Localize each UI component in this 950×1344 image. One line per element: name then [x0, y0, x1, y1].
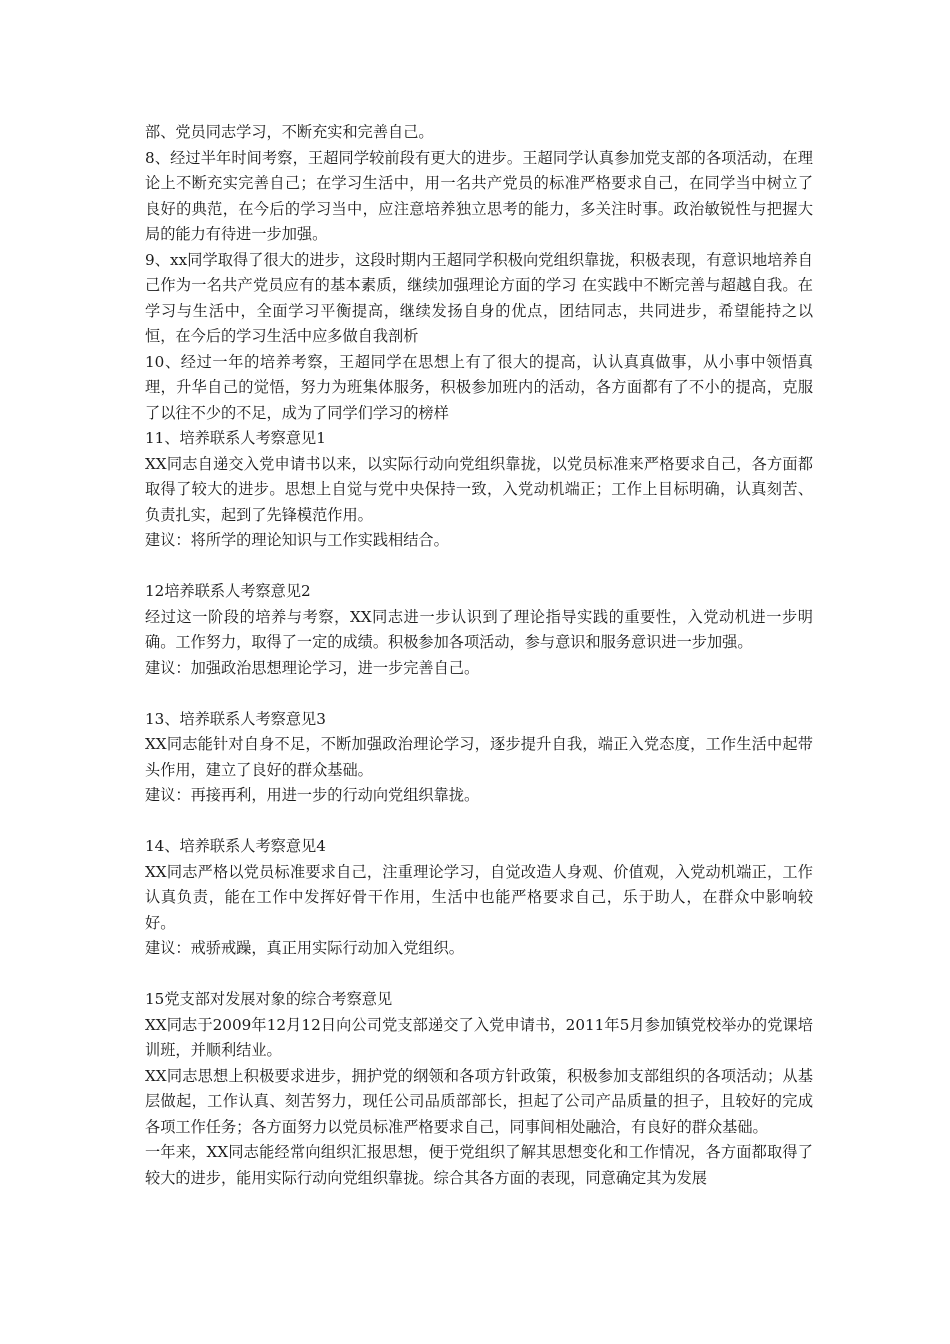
section-heading-11: 11、培养联系人考察意见1 — [145, 429, 326, 447]
section-heading-14: 14、培养联系人考察意见4 — [145, 837, 326, 855]
suggestion-2: 建议：加强政治思想理论学习，进一步完善自己。 — [145, 658, 480, 677]
section-heading-13: 13、培养联系人考察意见3 — [145, 709, 326, 728]
suggestion-1: 建议：将所学的理论知识与工作实践相结合。 — [145, 531, 449, 549]
suggestion-3: 建议：再接再利，用进一步的行动向党组织靠拢。 — [145, 786, 480, 804]
paragraph-item-10: 10、经过一年的培养考察，王超同学在思想上有了很大的提高，认认真真做事，从小事中领悟真理，升华自己的觉悟，努力为班集体服务，积极参加班内的活动，各方面都有了不小的提高，克服了以往不少的不足，成为了同学们学习的榜样 — [145, 352, 813, 422]
section-heading-15: 15党支部对发展对象的综合考察意见 — [145, 990, 393, 1008]
blank-line — [145, 962, 813, 988]
paragraph-performance: XX同志思想上积极要求进步，拥护党的纲领和各项方针政策，积极参加支部组织的各项活动；从基层做起，工作认真、刻苦努力，现任公司品质部部长，担起了公司产品质量的担子，且较好的完成各项工作任务；各方面努力以党员标准严格要求自己，同事间相处融洽，有良好的群众基础。 — [145, 1066, 813, 1136]
paragraph-continuation: 部、党员同志学习，不断充实和完善自己。 — [145, 123, 434, 141]
blank-line — [145, 809, 813, 835]
paragraph-opinion-2: 经过这一阶段的培养与考察，XX同志进一步认识到了理论指导实践的重要性，入党动机进一步明确。工作努力，取得了一定的成绩。积极参加各项活动，参与意识和服务意识进一步加强。 — [145, 607, 813, 651]
paragraph-conclusion: 一年来，XX同志能经常向组织汇报思想，便于党组织了解其思想变化和工作情况，各方面都取得了较大的进步，能用实际行动向党组织靠拢。综合其各方面的表现，同意确定其为发展 — [145, 1143, 813, 1187]
paragraph-item-8: 8、经过半年时间考察，王超同学较前段有更大的进步。王超同学认真参加党支部的各项活动，在理论上不断充实完善自己；在学习生活中，用一名共产党员的标准严格要求自己，在同学当中树立了良好的典范，在今后的学习当中，应注意培养独立思考的能力，多关注时事。政治敏锐性与把握大局的能力有待进一步加强。 — [145, 148, 813, 243]
suggestion-4: 建议：戒骄戒躁，真正用实际行动加入党组织。 — [145, 939, 464, 957]
document-page — [145, 120, 813, 1191]
blank-line — [145, 681, 813, 707]
blank-line — [145, 554, 813, 580]
paragraph-opinion-1: XX同志自递交入党申请书以来，以实际行动向党组织靠拢，以党员标准来严格要求自己，各方面都取得了较大的进步。思想上自觉与党中央保持一致，入党动机端正；工作上目标明确，认真刻苦、负责扎实，起到了先锋模范作用。 — [145, 454, 813, 524]
section-heading-12: 12培养联系人考察意见2 — [145, 582, 311, 600]
paragraph-item-9: 9、xx同学取得了很大的进步，这段时期内王超同学积极向党组织靠拢，积极表现，有意识地培养自己作为一名共产党员应有的基本素质，继续加强理论方面的学习 在实践中不断完善与超越自我。在学习与生活中，全面学习平衡提高，继续发扬自身的优点，团结同志，共同进步，希望能持之以恒，在今后的学习生活中应多做自我剖析 — [145, 250, 813, 345]
paragraph-application: XX同志于2009年12月12日向公司党支部递交了入党申请书，2011年5月参加镇党校举办的党课培训班，并顺利结业。 — [145, 1015, 813, 1059]
paragraph-opinion-3: XX同志能针对自身不足，不断加强政治理论学习，逐步提升自我，端正入党态度，工作生活中起带头作用，建立了良好的群众基础。 — [145, 735, 813, 779]
paragraph-opinion-4: XX同志严格以党员标准要求自己，注重理论学习，自觉改造人身观、价值观，入党动机端正，工作认真负责，能在工作中发挥好骨干作用，生活中也能严格要求自己，乐于助人，在群众中影响较好。 — [145, 862, 813, 932]
